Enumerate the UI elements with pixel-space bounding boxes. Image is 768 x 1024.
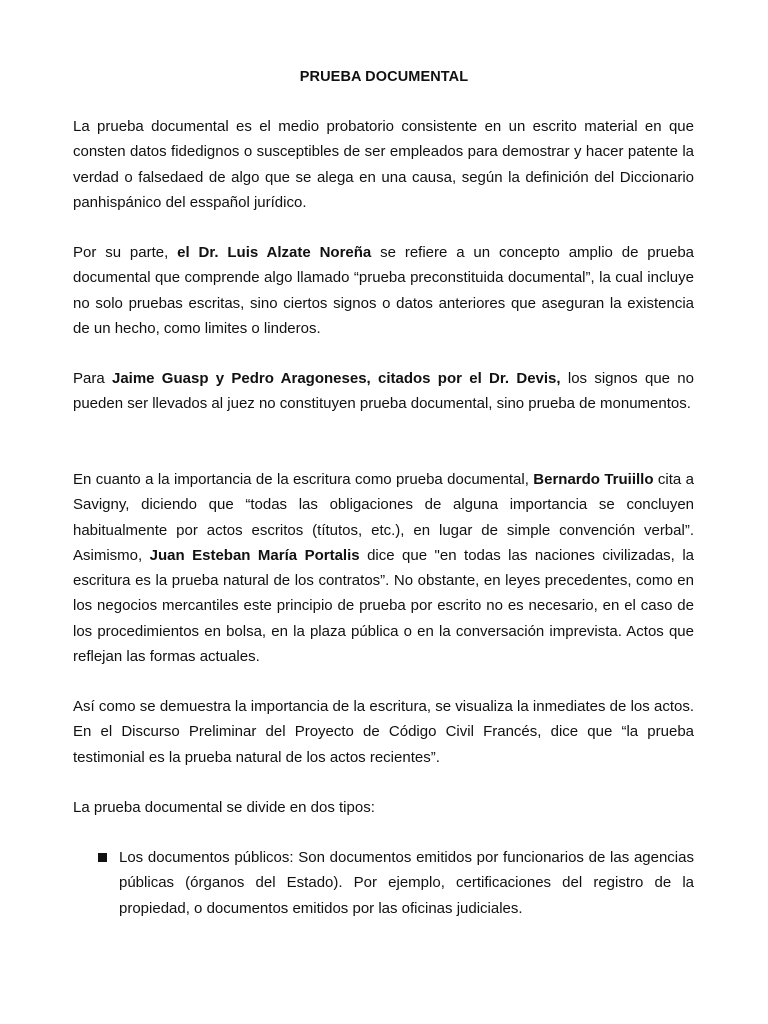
- paragraph-importance: [73, 467, 694, 669]
- paragraph-immediacy: Así como se demuestra la importancia de la escritura, se visualiza la inmediates de los actos. En el Discurso Preliminar del Proyecto de Código Civil Francés, dice que “la prueba testimonial es la prueba natural de los actos recientes”.: [73, 698, 694, 766]
- author-name: el Dr. Luis Alzate Noreña: [177, 244, 372, 261]
- paragraph-definition: La prueba documental es el medio probatorio consistente en un escrito material en que consten datos fidedignos o susceptibles de ser empleados para demostrar y hacer patente la verdad o falsedaed de algo que se alega en una causa, según la definición del Diccionario panhispánico del esspañol jurídico.: [73, 118, 694, 211]
- paragraph-text: Para: [73, 370, 112, 387]
- square-bullet-icon: [98, 853, 107, 862]
- author-name: Juan Esteban María Portalis: [149, 546, 360, 564]
- paragraph-text: Por su parte,: [73, 244, 178, 261]
- paragraph-guasp: [73, 366, 694, 417]
- author-name: Bernardo Truiillo: [533, 471, 654, 488]
- list-item-text: Los documentos públicos: Son documentos emitidos por funcionarios de las agencias públicas (órganos del Estado). Por ejemplo, certificaciones del registro de la propiedad, o documentos emitidos por las oficinas judiciales.: [119, 849, 694, 917]
- types-list: [73, 845, 694, 921]
- paragraph-text: cita a Savigny, diciendo que “todas las obligaciones de alguna importancia se concluyen habitualmente por actos escritos (títutos, etc.), en lugar de simple convención verbal”. Asimismo,: [73, 471, 694, 564]
- author-name: Jaime Guasp y Pedro Aragoneses, citados por el Dr. Devis,: [111, 370, 561, 387]
- document-title: PRUEBA DOCUMENTAL: [299, 69, 469, 85]
- paragraph-text: En cuanto a la importancia de la escritura como prueba documental,: [73, 471, 534, 488]
- paragraph-text: los signos que no pueden ser llevados al juez no constituyen prueba documental, sino prueba de monumentos.: [73, 370, 694, 413]
- list-item: [73, 845, 694, 921]
- paragraph-text: dice que "en todas las naciones civilizadas, la escritura es la prueba natural de los contratos”. No obstante, en leyes precedentes, como en los negocios mercantiles este principio de prueba por escrito no es necesario, en el caso de los procedimientos en bolsa, en la plaza pública o en la conversación imprevista. Actos que reflejan las formas actuales.: [73, 546, 694, 666]
- paragraph-alzate: [73, 240, 694, 341]
- paragraph-types-intro: La prueba documental se divide en dos tipos:: [73, 799, 375, 816]
- paragraph-text: se refiere a un concepto amplio de prueba documental que comprende algo llamado “prueba preconstituida documental”, la cual incluye no solo pruebas escritas, sino ciertos signos o datos anteriores que aseguran la existencia de un hecho, como limites o linderos.: [73, 244, 695, 337]
